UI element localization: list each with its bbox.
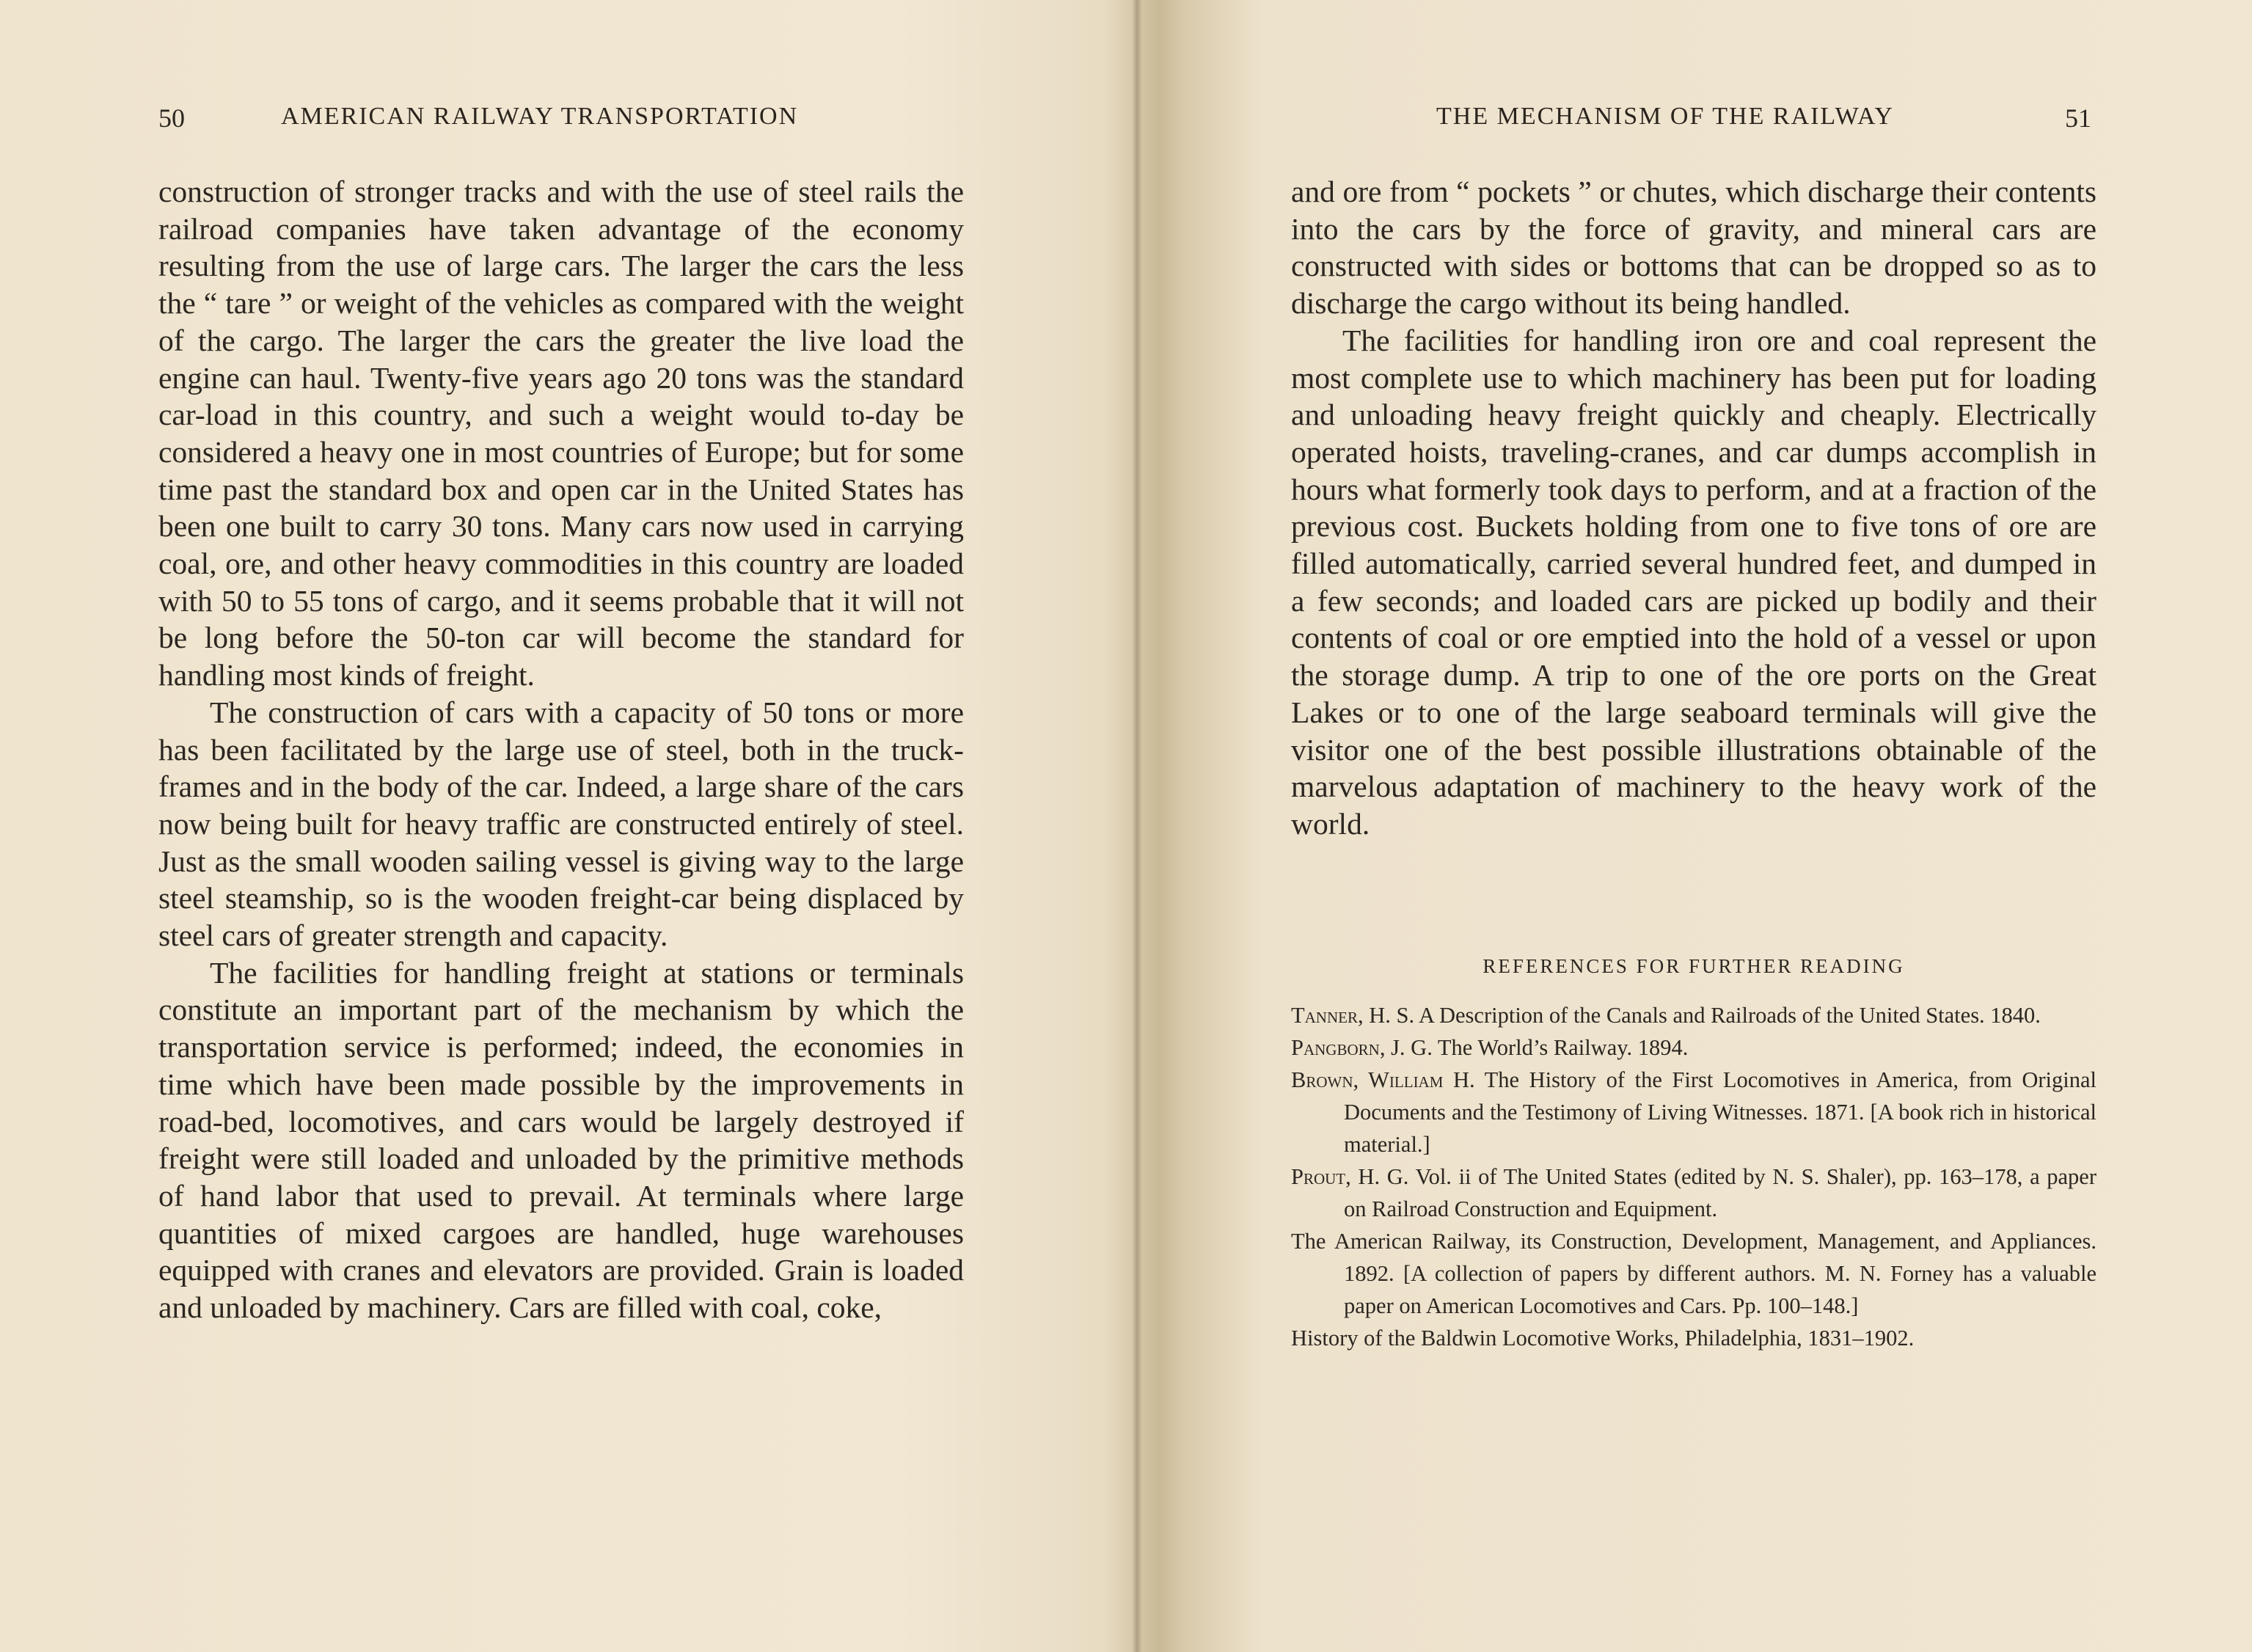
paragraph: and ore from “ pockets ” or chutes, which discharge their contents into the cars by the force of gravity, and mineral cars are constructed with sides or bottoms that can be dropped so as to discharge the cargo without its being handled. — [1291, 175, 2096, 321]
reference-text: , H. G. Vol. ii of The United States (edited by N. S. Shaler), pp. 163–178, a paper on Railroad Construction and Equipment. — [1344, 1164, 2096, 1221]
reference-author: Prout — [1291, 1164, 1346, 1189]
paragraph: construction of stronger tracks and with the use of steel rails the railroad companies have taken advantage of the economy resulting from the use of large cars. The larger the cars the less the “ tare ” or weight of the vehicles as compared with the weight of the cargo. The larger the cars the greater the live load the engine can haul. Twenty-five years ago 20 tons was the standard car-load in this country, and such a weight would to-day be considered a heavy one in most countries of Europe; but for some time past the standard box and open car in the United States has been one built to carry 30 tons. Many cars now used in carrying coal, ore, and other heavy commodities in this country are loaded with 50 to 55 tons of cargo, and it seems probable that it will not be long before the 50-ton car will become the standard for handling most kinds of freight. — [158, 175, 964, 692]
book-gutter — [1132, 0, 1142, 1652]
references-heading: REFERENCES FOR FURTHER READING — [1483, 955, 1905, 977]
running-head: THE MECHANISM OF THE RAILWAY — [1436, 103, 1894, 130]
reference-item — [1291, 1064, 2096, 1161]
reference-text: H. The History of the First Locomotives in America, from Original Documents and the Testimony of Living Witnesses. 1871. [A book rich in historical material.] — [1344, 1067, 2096, 1157]
page-number: 51 — [2065, 103, 2091, 133]
paragraph: The facilities for handling iron ore and coal represent the most complete use to which machinery has been put for loading and unloading heavy freight quickly and cheaply. Electrically operated hoists, traveling-cranes, and car dumps accomplish in hours what formerly took days to perform, and at a fraction of the previous cost. Buckets holding from one to five tons of ore are filled automatically, carried several hundred feet, and dumped in a few seconds; and loaded cars are picked up bodily and their contents of coal or ore emptied into the hold of a vessel or upon the storage dump. A trip to one of the ore ports on the Great Lakes or to one of the large seaboard terminals will give the visitor one of the best possible illustrations obtainable of the marvelous adaptation of machinery to the heavy work of the world. — [1291, 323, 2096, 841]
body-text — [1291, 173, 2096, 843]
reference-item — [1291, 1225, 2096, 1322]
reference-item — [1291, 1322, 2096, 1354]
reference-author: Pangborn — [1291, 1035, 1380, 1060]
reference-text: History of the Baldwin Locomotive Works, Philadelphia, 1831–1902. — [1291, 1326, 1915, 1351]
page-number: 50 — [158, 103, 185, 133]
references-list — [1291, 999, 2096, 1354]
reference-text: , J. G. The World’s Railway. 1894. — [1379, 1035, 1689, 1060]
right-page — [1144, 0, 2252, 1652]
reference-text: , H. S. A Description of the Canals and Railroads of the United States. 1840. — [1357, 1003, 2041, 1028]
running-head: AMERICAN RAILWAY TRANSPORTATION — [281, 103, 799, 130]
paragraph: The construction of cars with a capacity of 50 tons or more has been facilitated by the large use of steel, both in the truck-frames and in the body of the car. Indeed, a large share of the cars now being built for heavy traffic are constructed entirely of steel. Just as the small wooden sailing vessel is giving way to the large steel steamship, so is the wooden freight-car being displaced by steel cars of greater strength and capacity. — [158, 695, 964, 953]
reference-text: The American Railway, its Construction, Development, Management, and Appliances. 1892. [A collection of papers by different authors. M. N. Forney has a valuable paper on American Locomotives and Cars. Pp. 100–148.] — [1291, 1229, 2096, 1318]
reference-author: Tanner — [1291, 1003, 1358, 1028]
paragraph: The facilities for handling freight at stations or terminals constitute an important part of the mechanism by which the transportation service is performed; indeed, the economies in time which have been made possible by the improvements in road-bed, locomotives, and cars would be largely destroyed if freight were still loaded and unloaded by the primitive methods of hand labor that used to prevail. At terminals where large quantities of mixed cargoes are handled, huge warehouses equipped with cranes and elevators are provided. Grain is loaded and unloaded by machinery. Cars are filled with coal, coke, — [158, 955, 964, 1325]
reference-author: Brown, William — [1291, 1067, 1444, 1092]
body-text — [158, 173, 964, 1326]
reference-item — [1291, 999, 2096, 1031]
reference-item — [1291, 1161, 2096, 1225]
reference-item — [1291, 1031, 2096, 1064]
